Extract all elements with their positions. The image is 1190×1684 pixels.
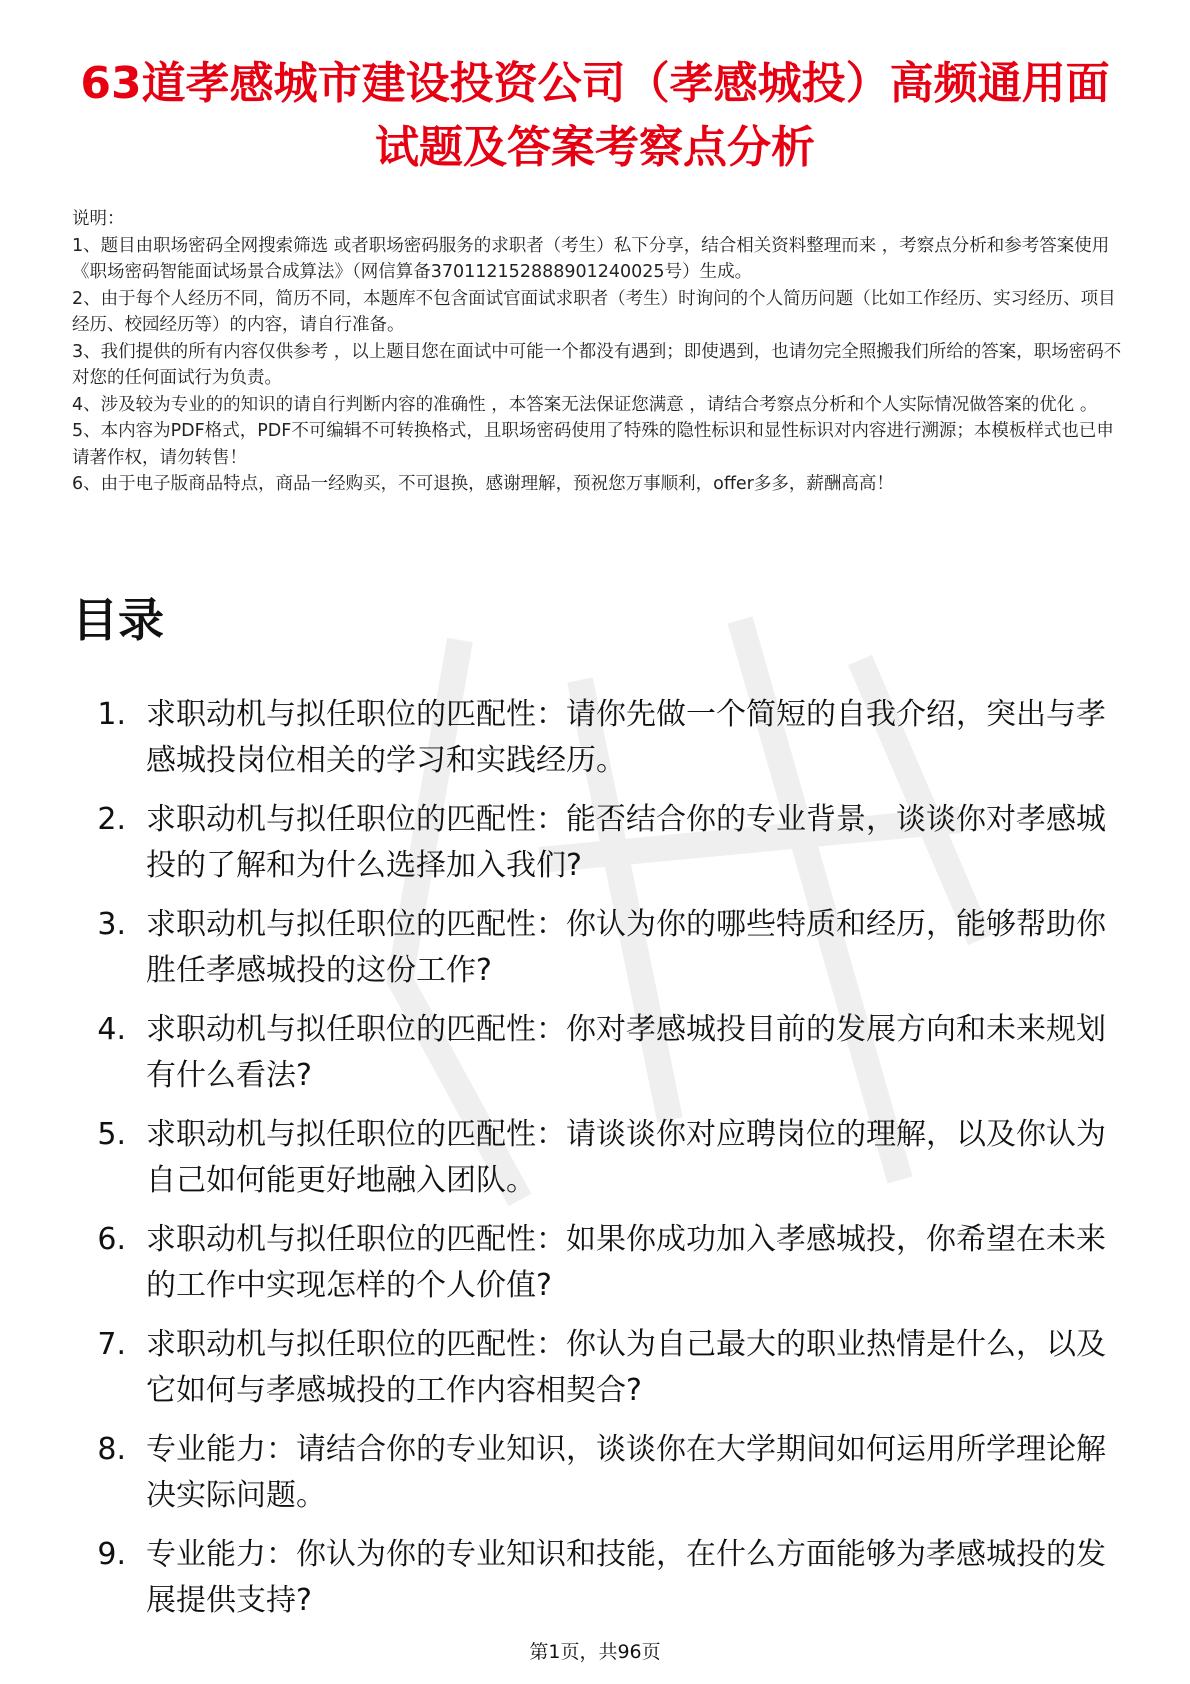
toc-item-text: 求职动机与拟任职位的匹配性：请你先做一个简短的自我介绍，突出与孝感城投岗位相关的学习和实践经历。 bbox=[146, 697, 1106, 778]
toc-item[interactable] bbox=[72, 1532, 1112, 1637]
toc-item[interactable] bbox=[72, 1217, 1112, 1322]
toc-list bbox=[72, 692, 1112, 1637]
note-item: 3、我们提供的所有内容仅供参考 ，以上题目您在面试中可能一个都没有遇到；即使遇到，也请勿完全照搬我们所给的答案，职场密码不对您的任何面试行为负责。 bbox=[72, 341, 1122, 388]
note-item: 1、题目由职场密码全网搜索筛选 或者职场密码服务的求职者（考生）私下分享，结合相关资料整理而来 ，考察点分析和参考答案使用《职场密码智能面试场景合成算法》（网信算备370112152888901240025号）生成。 bbox=[72, 235, 1110, 282]
notes-heading: 说明： bbox=[72, 209, 125, 229]
toc-item-number: 9. bbox=[97, 1537, 126, 1572]
toc-item-text: 求职动机与拟任职位的匹配性：你认为自己最大的职业热情是什么，以及它如何与孝感城投的工作内容相契合? bbox=[146, 1327, 1106, 1408]
toc-item-text: 求职动机与拟任职位的匹配性：你对孝感城投目前的发展方向和未来规划有什么看法? bbox=[146, 1012, 1106, 1093]
document-title: 63道孝感城市建设投资公司（孝感城投）高频通用面试题及答案考察点分析 bbox=[80, 58, 1110, 173]
toc-item-text: 求职动机与拟任职位的匹配性：请谈谈你对应聘岗位的理解，以及你认为自己如何能更好地融入团队。 bbox=[146, 1117, 1106, 1198]
toc-item[interactable] bbox=[72, 1322, 1112, 1427]
toc-item-number: 8. bbox=[97, 1432, 126, 1467]
toc-item-number: 2. bbox=[97, 802, 126, 837]
toc-item-number: 7. bbox=[97, 1327, 126, 1362]
toc-item-number: 6. bbox=[97, 1222, 126, 1257]
toc-item-number: 5. bbox=[97, 1117, 126, 1152]
toc-item[interactable] bbox=[72, 797, 1112, 902]
toc-item-number: 4. bbox=[97, 1012, 126, 1047]
page-footer: 第1页，共96页 bbox=[529, 1641, 661, 1663]
notes-section bbox=[72, 206, 1122, 498]
toc-item[interactable] bbox=[72, 692, 1112, 797]
toc-item-number: 1. bbox=[97, 697, 126, 732]
toc-item-text: 专业能力：请结合你的专业知识，谈谈你在大学期间如何运用所学理论解决实际问题。 bbox=[146, 1432, 1106, 1513]
toc-item[interactable] bbox=[72, 1112, 1112, 1217]
toc-item[interactable] bbox=[72, 1007, 1112, 1112]
toc-item[interactable] bbox=[72, 1427, 1112, 1532]
toc-item-text: 求职动机与拟任职位的匹配性：能否结合你的专业背景，谈谈你对孝感城投的了解和为什么选择加入我们? bbox=[146, 802, 1106, 883]
note-item: 6、由于电子版商品特点，商品一经购买，不可退换，感谢理解，预祝您万事顺利，offer多多，薪酬高高！ bbox=[72, 474, 894, 494]
note-item: 4、涉及较为专业的的知识的请自行判断内容的准确性 ，本答案无法保证您满意 ，请结合考察点分析和个人实际情况做答案的优化 。 bbox=[72, 394, 1098, 415]
toc-item-text: 求职动机与拟任职位的匹配性：如果你成功加入孝感城投，你希望在未来的工作中实现怎样的个人价值? bbox=[146, 1222, 1106, 1303]
toc-item[interactable] bbox=[72, 902, 1112, 1007]
note-item: 2、由于每个人经历不同，简历不同，本题库不包含面试官面试求职者（考生）时询问的个人简历问题（比如工作经历、实习经历、项目经历、校园经历等）的内容，请自行准备。 bbox=[72, 288, 1116, 335]
toc-item-text: 求职动机与拟任职位的匹配性：你认为你的哪些特质和经历，能够帮助你胜任孝感城投的这份工作? bbox=[146, 907, 1106, 988]
note-item: 5、本内容为PDF格式，PDF不可编辑不可转换格式，且职场密码使用了特殊的隐性标识和显性标识对内容进行溯源；本模板样式也已申请著作权，请勿转售！ bbox=[72, 421, 1114, 468]
toc-item-text: 专业能力：你认为你的专业知识和技能，在什么方面能够为孝感城投的发展提供支持? bbox=[146, 1537, 1106, 1618]
toc-item-number: 3. bbox=[97, 907, 126, 942]
toc-heading: 目录 bbox=[72, 593, 164, 647]
